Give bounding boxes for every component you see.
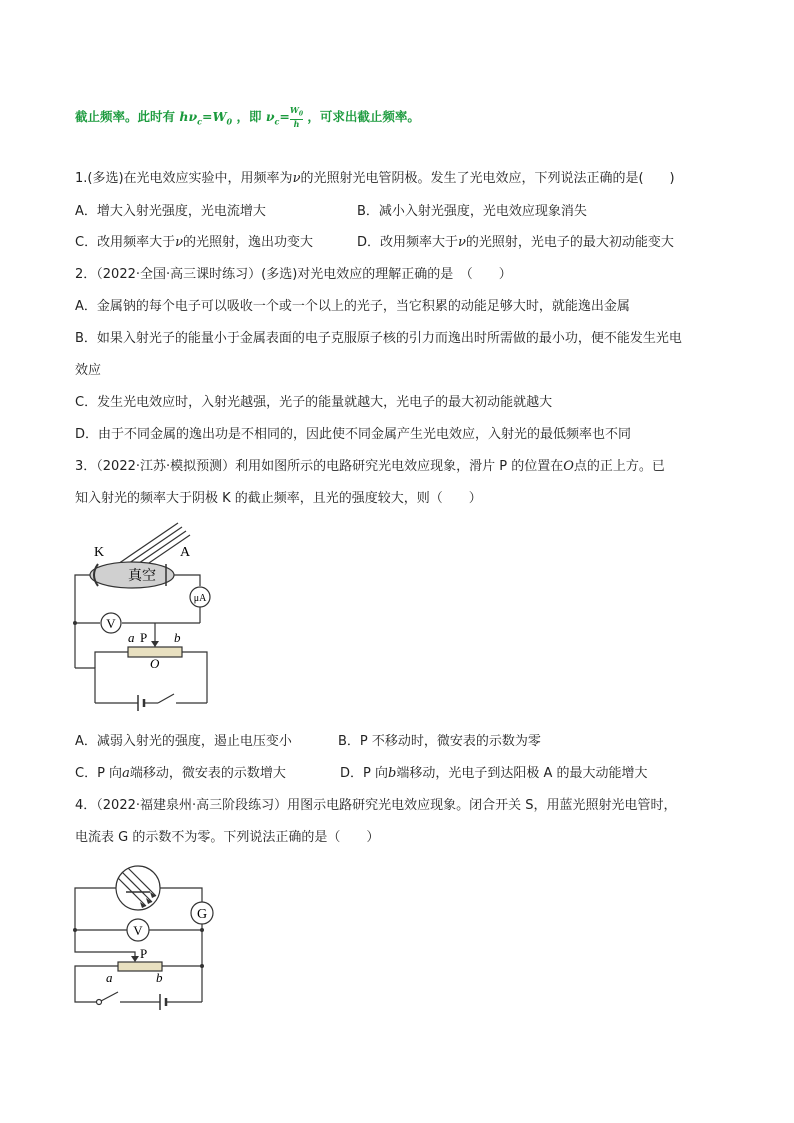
q2-option-c[interactable]: C．发生光电效应时，入射光越强，光子的能量就越大，光电子的最大初动能就越大: [75, 395, 553, 410]
q2-option-b-cont: 效应: [75, 363, 102, 378]
label-p: P: [140, 630, 148, 645]
formula-1-main: hν: [179, 108, 198, 124]
q4-circuit-figure: [70, 852, 220, 1012]
q3-option-c-a: C．P 向: [75, 766, 123, 781]
q3-option-b[interactable]: B．P 不移动时，微安表的示数为零: [338, 734, 541, 749]
q2-option-a[interactable]: A．金属钠的每个电子可以吸收一个或一个以上的光子，当它积累的动能足够大时，就能逸出金属: [75, 299, 630, 314]
q1-option-c[interactable]: [75, 234, 313, 252]
wire-rheostat-right: [182, 652, 207, 703]
q1-option-d-b: 的光照射，光电子的最大初动能变大: [465, 235, 674, 250]
formula-2-sub: c: [274, 116, 280, 127]
label-g: G: [196, 907, 208, 922]
q1-stem-a: 1.(多选)在光电效应实验中，用频率为: [75, 171, 293, 186]
label-vacuum: 真空: [128, 569, 156, 584]
formula-1-rhs-sub: 0: [226, 116, 233, 127]
q3-option-d-b: 端移动，光电子到达阳极 A 的最大动能增大: [396, 766, 648, 781]
q1-option-a[interactable]: A．增大入射光强度，光电流增大: [75, 204, 266, 219]
q1-option-d-nu: ν: [458, 235, 466, 250]
header-note-suffix: ，可求出截止频率。: [307, 108, 420, 124]
wire-left: [75, 575, 90, 623]
q3-option-d-a: D．P 向: [340, 766, 388, 781]
q3-circuit-figure: [70, 510, 230, 720]
q3-stem-line-1: [75, 458, 665, 476]
formula-2: [265, 105, 304, 129]
q4-stem-line-1: 4．（2022·福建泉州·高三阶段练习）用图示电路研究光电效应现象。闭合开关 S，用蓝光照射光电管时，: [75, 798, 677, 813]
switch: [158, 694, 174, 703]
formula-2-num-sub: 0: [298, 110, 304, 118]
q3-stem-o: O: [563, 459, 574, 474]
q1-option-c-b: 的光照射，逸出功变大: [182, 235, 313, 250]
q2-stem: 2．（2022·全国·高三课时练习）(多选)对光电效应的理解正确的是 （ ）: [75, 267, 512, 282]
q3-option-c-italic: a: [122, 766, 130, 781]
label-ua: μA: [193, 593, 207, 604]
formula-1-sub: c: [197, 116, 203, 127]
q2-option-d[interactable]: D．由于不同金属的逸出功是不相同的，因此使不同金属产生光电效应，入射光的最低频率也不同: [75, 427, 632, 442]
label-b-end: b: [156, 970, 163, 985]
q1-stem-b: 的光照射光电管阴极。发生了光电效应，下列说法正确的是( ): [300, 171, 675, 186]
formula-1: [179, 108, 233, 127]
wire-left-bottom: [75, 668, 95, 703]
q1-option-c-nu: ν: [175, 235, 183, 250]
header-note: [75, 106, 420, 130]
q3-option-c[interactable]: [75, 765, 286, 783]
label-a-end: a: [128, 630, 135, 645]
switch-pivot: [97, 1000, 102, 1005]
q1-option-c-a: C．改用频率大于: [75, 235, 176, 250]
q3-option-d[interactable]: [340, 765, 647, 783]
formula-2-main: ν: [265, 108, 275, 124]
label-o: O: [150, 656, 160, 671]
wire-right-top: [174, 575, 200, 586]
q1-stem: [75, 170, 675, 188]
formula-2-eq: =: [279, 108, 290, 124]
q3-stem-1a: 3．（2022·江苏·模拟预测）利用如图所示的电路研究光电效应现象，滑片 P 的位置在: [75, 459, 564, 474]
header-note-prefix: 截止频率。此时有: [75, 108, 176, 124]
q3-stem-1b: 点的正上方。已: [573, 459, 665, 474]
header-note-comma: ，即: [236, 108, 262, 124]
q1-nu: ν: [292, 171, 301, 186]
label-v: V: [106, 616, 116, 631]
formula-2-num: W: [289, 105, 299, 115]
q4-stem-line-2: 电流表 G 的示数不为零。下列说法正确的是（ ）: [75, 830, 380, 845]
slider-p-wire: [75, 930, 135, 960]
q3-option-a[interactable]: A．减弱入射光的强度，遏止电压变小: [75, 734, 292, 749]
q3-option-c-b: 端移动，微安表的示数增大: [129, 766, 286, 781]
formula-2-den: h: [293, 118, 300, 129]
label-b-end: b: [174, 630, 181, 645]
wire-top-right: [160, 888, 202, 902]
wire-rheostat-left: [95, 652, 128, 668]
q3-stem-line-2: 知入射光的频率大于阴极 K 的截止频率，且光的强度较大，则（ ）: [75, 491, 482, 506]
label-a: A: [180, 545, 191, 560]
q1-option-d[interactable]: [357, 234, 674, 252]
label-k: K: [94, 545, 105, 560]
q2-option-b[interactable]: B．如果入射光子的能量小于金属表面的电子克服原子核的引力而逸出时所需做的最小功，便不能发生光电: [75, 331, 682, 346]
wire-top-left: [75, 888, 116, 930]
label-a-end: a: [106, 970, 113, 985]
q1-option-d-a: D．改用频率大于: [357, 235, 459, 250]
label-p: P: [140, 946, 148, 961]
label-v: V: [133, 923, 143, 938]
q1-option-b[interactable]: B．减小入射光强度，光电效应现象消失: [357, 204, 587, 219]
formula-1-rhs: =W: [202, 108, 227, 124]
formula-2-fraction: [290, 106, 303, 129]
switch: [101, 992, 118, 1001]
q3-option-d-italic: b: [387, 766, 397, 781]
